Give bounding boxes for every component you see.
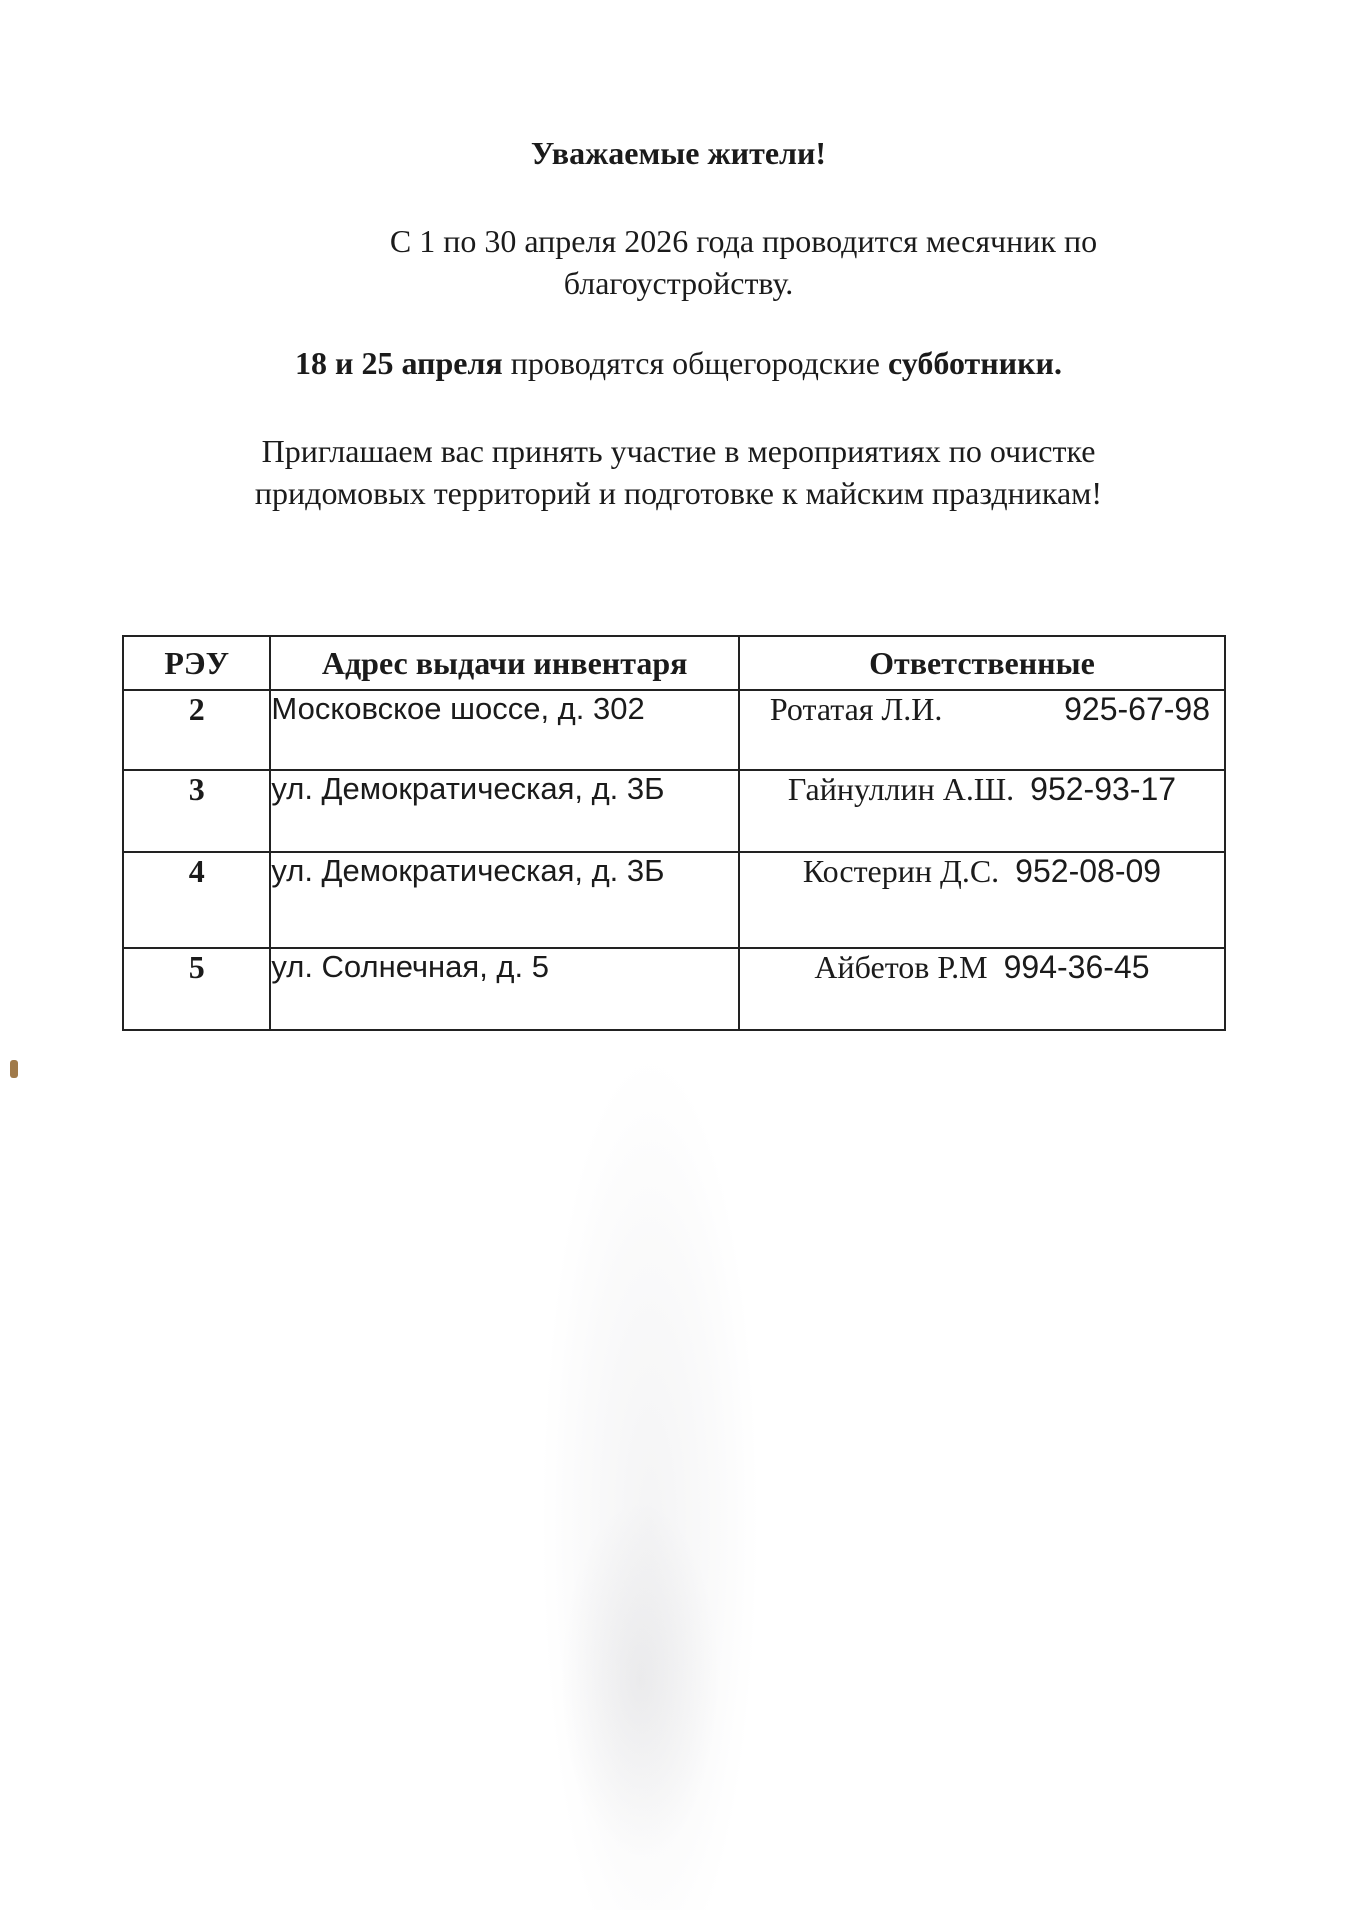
responsible-phone: 952-08-09 [1015, 853, 1162, 889]
paragraph-text: проводятся общегородские [502, 345, 888, 381]
responsible-name: Гайнуллин А.Ш. [787, 771, 1015, 807]
responsible-name: Костерин Д.С. [802, 853, 1000, 889]
table-row [123, 690, 1225, 770]
cell-address: ул. Солнечная, д. 5 [270, 948, 738, 1030]
cell-responsible [739, 690, 1225, 770]
notice-paragraph-month [0, 220, 1357, 304]
scan-smudge [540, 1050, 760, 1910]
cell-reu: 4 [123, 852, 270, 948]
cell-reu: 3 [123, 770, 270, 852]
paragraph-line: придомовых территорий и подготовке к майским праздникам! [254, 475, 1103, 511]
header-address: Адрес выдачи инвентаря [270, 636, 738, 690]
table-header-row [123, 636, 1225, 690]
responsible-phone: 952-93-17 [1030, 771, 1177, 807]
table-row [123, 770, 1225, 852]
responsible-phone: 925-67-98 [1064, 691, 1210, 727]
cell-responsible [739, 770, 1225, 852]
table-row [123, 948, 1225, 1030]
scan-smudge [560, 1500, 720, 1860]
paragraph-line: Приглашаем вас принять участие в мероприятиях по очистке [261, 433, 1096, 469]
cell-address: Московское шоссе, д. 302 [270, 690, 738, 770]
cell-address: ул. Демократическая, д. 3Б [270, 770, 738, 852]
cell-responsible [739, 852, 1225, 948]
header-reu: РЭУ [123, 636, 270, 690]
responsible-name: Айбетов Р.М [814, 949, 988, 985]
table-row [123, 852, 1225, 948]
reu-table [122, 635, 1226, 1031]
dates-bold: 18 и 25 апреля [295, 345, 503, 381]
cell-responsible [739, 948, 1225, 1030]
paragraph-line: С 1 по 30 апреля 2026 года проводится месячник по [389, 223, 1098, 259]
responsible-phone: 994-36-45 [1003, 949, 1150, 985]
cell-reu: 5 [123, 948, 270, 1030]
subbotniki-bold: субботники. [888, 345, 1062, 381]
responsible-name: Ротатая Л.И. [769, 691, 943, 727]
notice-paragraph-subbotniki [0, 345, 1357, 382]
cell-address: ул. Демократическая, д. 3Б [270, 852, 738, 948]
header-responsible: Ответственные [739, 636, 1225, 690]
scan-mark [10, 1060, 18, 1078]
cell-reu: 2 [123, 690, 270, 770]
notice-paragraph-invitation [0, 430, 1357, 514]
notice-heading: Уважаемые жители! [530, 135, 827, 171]
paragraph-line: благоустройству. [563, 265, 794, 301]
